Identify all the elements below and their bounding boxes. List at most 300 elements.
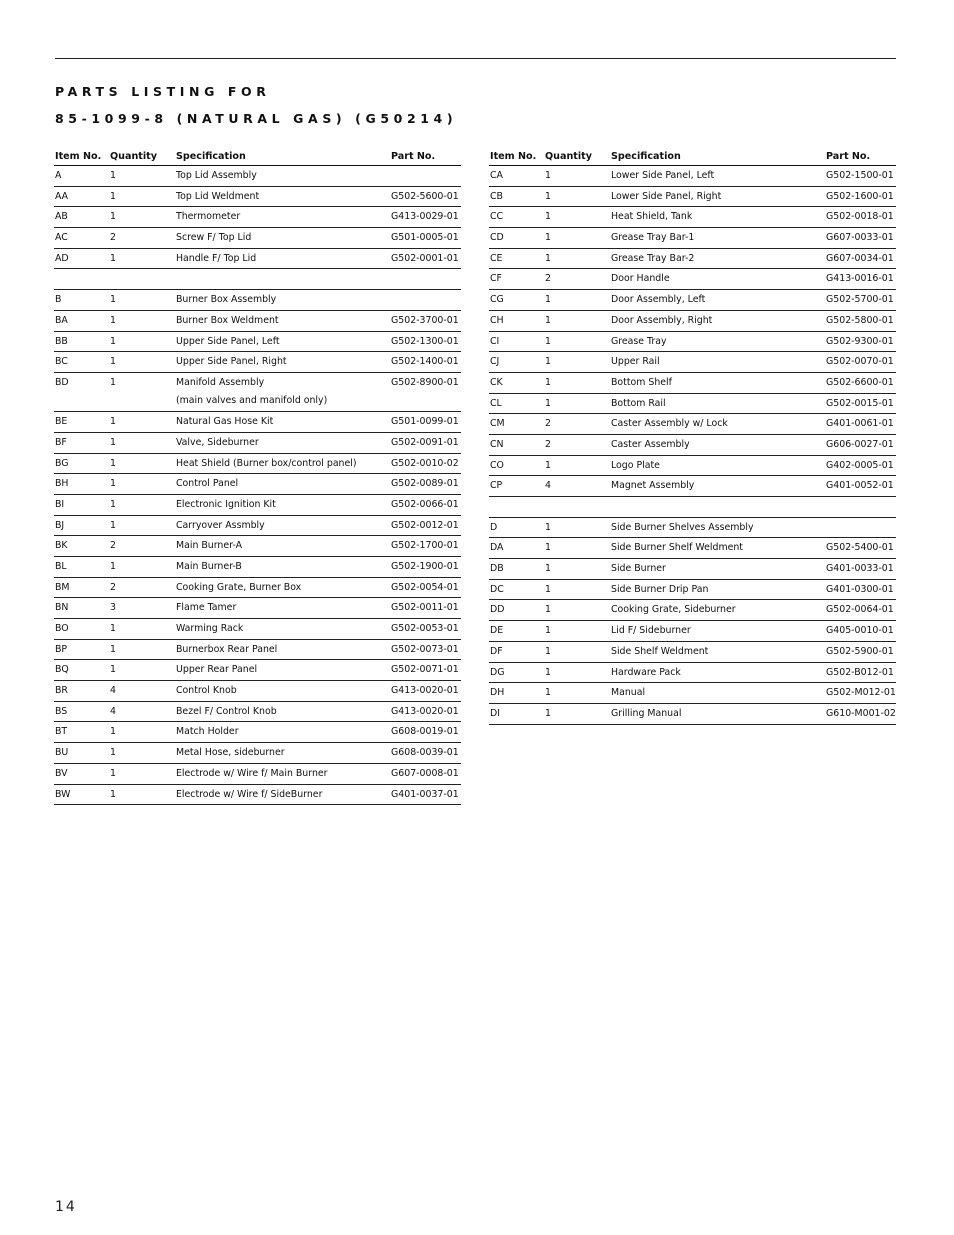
cell-specification [176, 602, 391, 614]
cell-item-no-text: DI [490, 707, 500, 719]
cell-quantity [545, 625, 611, 637]
cell-item-no-text: BL [55, 560, 67, 572]
table-row [489, 642, 896, 663]
cell-quantity [110, 315, 176, 327]
cell-item-no [54, 478, 110, 490]
cell-item-no [54, 377, 110, 389]
cell-specification-text: Heat Shield (Burner box/control panel) [176, 457, 357, 469]
cell-quantity [545, 232, 611, 244]
cell-part-no-text: G502-5700-01 [826, 294, 894, 306]
cell-quantity [110, 356, 176, 368]
cell-item-no-text: BJ [55, 519, 65, 531]
cell-specification-text: Caster Assembly w/ Lock [611, 418, 728, 430]
cell-quantity-text: 1 [110, 376, 116, 388]
table-row [54, 311, 461, 332]
cell-item-no [54, 664, 110, 676]
cell-part-no-text: G502-8900-01 [391, 376, 459, 388]
cell-quantity [545, 480, 611, 492]
cell-part-no [391, 253, 461, 265]
table-row [54, 332, 461, 353]
cell-item-no-text: BA [55, 314, 68, 326]
cell-specification-text: Top Lid Weldment [176, 190, 260, 202]
cell-item-no [54, 356, 110, 368]
cell-specification [176, 232, 391, 244]
cell-part-no [826, 646, 896, 658]
table-header [54, 147, 461, 166]
cell-item-no [489, 687, 545, 699]
cell-part-no [391, 437, 461, 449]
cell-quantity-text: 1 [110, 498, 116, 510]
cell-part-no [391, 540, 461, 552]
cell-part-no [391, 623, 461, 635]
cell-part-no [391, 561, 461, 573]
cell-item-no [54, 211, 110, 223]
cell-item-no-text: BH [55, 478, 69, 490]
cell-quantity [110, 520, 176, 532]
cell-quantity-text: 1 [545, 356, 551, 368]
cell-quantity [110, 232, 176, 244]
cell-specification [611, 522, 826, 534]
cell-part-no [391, 336, 461, 348]
cell-part-no [826, 377, 896, 389]
cell-specification-text: Side Burner Shelves Assembly [611, 521, 754, 533]
cell-quantity [110, 706, 176, 718]
cell-part-no [391, 726, 461, 738]
cell-specification-text: Flame Tamer [176, 602, 237, 614]
cell-part-no-text: G607-0008-01 [391, 767, 459, 779]
cell-part-no-text: G502-0012-01 [391, 519, 459, 531]
table-row [54, 764, 461, 785]
table-header [489, 147, 896, 166]
cell-item-no [54, 294, 110, 306]
cell-specification-text: Heat Shield, Tank [611, 211, 693, 223]
cell-specification [611, 687, 826, 699]
cell-specification-text: Handle F/ Top Lid [176, 252, 257, 264]
cell-specification [611, 584, 826, 596]
cell-item-no-text: CG [490, 294, 504, 306]
cell-specification-text: Carryover Assmbly [176, 519, 265, 531]
cell-item-no-text: D [490, 521, 498, 533]
cell-item-no-text: DA [490, 542, 504, 554]
cell-quantity-text: 1 [545, 666, 551, 678]
cell-specification-text: Main Burner-B [176, 560, 242, 572]
cell-specification [611, 211, 826, 223]
cell-specification [176, 294, 391, 306]
cell-quantity-text: 1 [545, 170, 551, 181]
cell-quantity [545, 253, 611, 265]
cell-quantity [110, 726, 176, 738]
cell-quantity [110, 768, 176, 780]
cell-quantity-text: 1 [545, 190, 551, 202]
cell-specification-text: Lid F/ Sideburner [611, 625, 691, 637]
table-row [54, 743, 461, 764]
cell-item-no [54, 232, 110, 244]
cell-item-no-text: BS [55, 705, 68, 717]
cell-specification [176, 336, 391, 348]
cell-quantity-text: 2 [545, 273, 551, 285]
cell-part-no [391, 644, 461, 656]
cell-specification [611, 460, 826, 472]
cell-specification-text: Upper Side Panel, Left [176, 335, 280, 347]
cell-part-no-text: G401-0300-01 [826, 583, 894, 595]
cell-quantity-text: 1 [110, 190, 116, 202]
cell-quantity-text: 2 [110, 540, 116, 552]
cell-specification-text: Side Burner Shelf Weldment [611, 542, 743, 554]
cell-specification-text: Electronic Ignition Kit [176, 498, 276, 510]
cell-specification [611, 294, 826, 306]
cell-specification-text: Door Handle [611, 273, 670, 285]
cell-specification-text: Burner Box Weldment [176, 314, 279, 326]
cell-part-no-text: G502-1900-01 [391, 560, 459, 572]
cell-specification-text: Match Holder [176, 726, 239, 738]
cell-specification-text: Lower Side Panel, Right [611, 190, 722, 202]
cell-specification-text: Burnerbox Rear Panel [176, 643, 278, 655]
cell-specification-text: Cooking Grate, Burner Box [176, 581, 302, 593]
table-row [489, 435, 896, 456]
cell-quantity [110, 336, 176, 348]
cell-part-no-text: G502-5400-01 [826, 542, 894, 554]
cell-item-no [54, 685, 110, 697]
cell-quantity [110, 377, 176, 389]
cell-item-no [489, 377, 545, 389]
cell-specification [176, 416, 391, 428]
cell-item-no [54, 336, 110, 348]
cell-item-no [54, 437, 110, 449]
cell-part-no-text: G606-0027-01 [826, 438, 894, 450]
cell-quantity-text: 1 [110, 478, 116, 490]
table-row [54, 228, 461, 249]
cell-specification-text: Bezel F/ Control Knob [176, 705, 277, 717]
cell-item-no [54, 789, 110, 801]
header-quantity: Quantity [545, 150, 593, 162]
cell-quantity [110, 416, 176, 428]
cell-quantity-text: 1 [545, 542, 551, 554]
cell-item-no [489, 191, 545, 203]
cell-specification-text: Cooking Grate, Sideburner [611, 604, 736, 616]
cell-item-no-text: CH [490, 314, 504, 326]
cell-quantity-text: 1 [545, 645, 551, 657]
cell-specification [611, 604, 826, 616]
cell-specification [611, 667, 826, 679]
cell-part-no-text: G502-1700-01 [391, 540, 459, 552]
parts-table-left [54, 147, 461, 805]
cell-item-no [54, 768, 110, 780]
cell-quantity-text: 1 [545, 211, 551, 223]
cell-part-no-text: G502-0018-01 [826, 211, 894, 223]
cell-quantity [545, 336, 611, 348]
cell-quantity [545, 687, 611, 699]
cell-item-no [54, 499, 110, 511]
cell-specification [611, 356, 826, 368]
parts-table-right [489, 147, 896, 725]
cell-item-no-text: AC [55, 232, 68, 244]
cell-part-no [826, 584, 896, 596]
cell-part-no [826, 356, 896, 368]
cell-quantity-text: 1 [545, 232, 551, 244]
cell-quantity-text: 1 [110, 457, 116, 469]
cell-item-no-text: BB [55, 335, 68, 347]
cell-item-no-text: BT [55, 726, 68, 738]
cell-part-no-text: G610-M001-02 [826, 707, 896, 719]
cell-item-no-text: A [55, 170, 62, 181]
table-row [489, 580, 896, 601]
cell-part-no [826, 315, 896, 327]
cell-quantity [545, 708, 611, 720]
table-row [489, 207, 896, 228]
cell-item-no [489, 170, 545, 182]
cell-specification [611, 418, 826, 430]
cell-item-no [54, 520, 110, 532]
table-row [489, 414, 896, 435]
title-line-1: PARTS LISTING FOR [55, 84, 271, 99]
cell-specification [611, 170, 826, 182]
cell-quantity [110, 191, 176, 203]
table-row [54, 373, 461, 412]
cell-quantity [545, 294, 611, 306]
table-row [489, 559, 896, 580]
cell-item-no [54, 191, 110, 203]
cell-item-no-text: BO [55, 623, 69, 635]
cell-item-no [54, 315, 110, 327]
cell-specification [611, 273, 826, 285]
cell-specification-text: Manual [611, 687, 646, 699]
cell-item-no [489, 211, 545, 223]
table-row [54, 290, 461, 311]
cell-item-no-text: CE [490, 252, 503, 264]
cell-quantity [545, 418, 611, 430]
cell-quantity-text: 1 [110, 560, 116, 572]
cell-quantity-text: 1 [545, 397, 551, 409]
cell-item-no [54, 253, 110, 265]
cell-quantity-text: 1 [545, 294, 551, 306]
cell-quantity-text: 4 [110, 705, 116, 717]
table-row [54, 598, 461, 619]
cell-part-no [391, 706, 461, 718]
cell-item-no [489, 336, 545, 348]
cell-item-no-text: BE [55, 416, 68, 428]
table-row [54, 269, 461, 290]
cell-item-no-text: DG [490, 666, 505, 678]
cell-specification [611, 191, 826, 203]
cell-quantity [110, 685, 176, 697]
cell-item-no-text: BM [55, 581, 70, 593]
cell-specification [176, 726, 391, 738]
cell-item-no-text: AA [55, 190, 69, 202]
cell-quantity [545, 439, 611, 451]
cell-item-no [54, 706, 110, 718]
cell-specification-text: Bottom Shelf [611, 376, 672, 388]
cell-part-no-text: G502-0073-01 [391, 643, 459, 655]
cell-specification [176, 582, 391, 594]
cell-part-no [826, 253, 896, 265]
table-row [489, 663, 896, 684]
cell-specification-text: Valve, Sideburner [176, 436, 259, 448]
cell-quantity [110, 623, 176, 635]
table-row [54, 474, 461, 495]
cell-item-no [54, 561, 110, 573]
cell-part-no [826, 480, 896, 492]
cell-part-no [391, 356, 461, 368]
title-line-2: 85-1099-8 (NATURAL GAS) (G50214) [55, 111, 458, 126]
cell-part-no [826, 191, 896, 203]
cell-part-no [391, 664, 461, 676]
cell-part-no-text: G502-0064-01 [826, 604, 894, 616]
cell-quantity-text: 1 [545, 335, 551, 347]
cell-part-no-text: G502-0071-01 [391, 664, 459, 676]
cell-part-no [826, 294, 896, 306]
cell-item-no-text: CA [490, 170, 503, 181]
cell-part-no-text: G502-9300-01 [826, 335, 894, 347]
cell-part-no-text: G502-M012-01 [826, 687, 896, 699]
cell-quantity [110, 561, 176, 573]
cell-quantity [545, 273, 611, 285]
cell-part-no-text: G401-0052-01 [826, 480, 894, 492]
table-row [489, 352, 896, 373]
cell-quantity-text: 1 [110, 335, 116, 347]
cell-part-no-text: G502-1500-01 [826, 170, 894, 181]
cell-part-no [826, 563, 896, 575]
cell-part-no [391, 768, 461, 780]
cell-specification [176, 499, 391, 511]
cell-quantity-text: 1 [545, 376, 551, 388]
cell-specification [611, 336, 826, 348]
cell-specification-text: Upper Side Panel, Right [176, 356, 287, 368]
cell-quantity-text: 1 [110, 170, 116, 181]
cell-part-no [826, 418, 896, 430]
cell-specification-text: Caster Assembly [611, 438, 690, 450]
cell-specification-text: Burner Box Assembly [176, 294, 277, 306]
cell-item-no [489, 398, 545, 410]
cell-specification-text: Door Assembly, Left [611, 294, 706, 306]
cell-specification [176, 747, 391, 759]
cell-item-no [54, 623, 110, 635]
header-specification: Specification [611, 150, 681, 162]
cell-item-no-text: DH [490, 687, 505, 699]
cell-part-no [391, 458, 461, 470]
cell-quantity-text: 3 [110, 602, 116, 614]
cell-quantity [110, 437, 176, 449]
cell-specification [176, 211, 391, 223]
cell-quantity [545, 356, 611, 368]
cell-part-no-text: G401-0037-01 [391, 788, 459, 800]
header-specification: Specification [176, 150, 246, 162]
cell-quantity-text: 1 [545, 521, 551, 533]
cell-specification-text: Thermometer [176, 211, 241, 223]
cell-item-no-text: BR [55, 685, 68, 697]
table-row [489, 332, 896, 353]
cell-item-no-text: CB [490, 190, 503, 202]
cell-quantity-text: 1 [110, 726, 116, 738]
cell-specification-text: Electrode w/ Wire f/ SideBurner [176, 788, 323, 800]
cell-specification-text: Side Burner [611, 563, 666, 575]
cell-part-no [391, 520, 461, 532]
cell-item-no-text: BK [55, 540, 68, 552]
cell-item-no [489, 667, 545, 679]
cell-part-no-text: G501-0005-01 [391, 232, 459, 244]
cell-part-no-text: G502-6600-01 [826, 376, 894, 388]
table-row [489, 249, 896, 270]
cell-quantity-text: 1 [545, 563, 551, 575]
table-row [54, 578, 461, 599]
cell-part-no [826, 170, 896, 182]
cell-item-no-text: DD [490, 604, 505, 616]
table-row [54, 785, 461, 806]
cell-part-no-text: G502-5600-01 [391, 190, 459, 202]
cell-specification [176, 458, 391, 470]
cell-part-no [826, 542, 896, 554]
table-row [489, 600, 896, 621]
cell-item-no-text: CL [490, 397, 502, 409]
cell-specification [611, 542, 826, 554]
table-row [54, 433, 461, 454]
table-row [54, 536, 461, 557]
cell-part-no [391, 602, 461, 614]
cell-quantity-text: 1 [110, 767, 116, 779]
cell-item-no-text: CJ [490, 356, 500, 368]
cell-part-no-text: G413-0029-01 [391, 211, 459, 223]
table-row [489, 704, 896, 725]
cell-specification-text: Manifold Assembly [176, 376, 265, 388]
table-row [54, 249, 461, 270]
cell-part-no-text: G502-B012-01 [826, 666, 894, 678]
cell-quantity-text: 2 [110, 581, 116, 593]
cell-quantity [545, 584, 611, 596]
cell-quantity-text: 1 [110, 788, 116, 800]
cell-quantity [545, 398, 611, 410]
table-row [489, 621, 896, 642]
cell-specification-text: Control Panel [176, 478, 239, 490]
table-row [54, 660, 461, 681]
cell-item-no [489, 646, 545, 658]
cell-item-no [54, 416, 110, 428]
table-row [54, 495, 461, 516]
cell-quantity [110, 211, 176, 223]
cell-item-no-text: BP [55, 643, 68, 655]
cell-item-no-text: AD [55, 252, 69, 264]
cell-quantity-text: 1 [110, 416, 116, 428]
page-number: 14 [55, 1199, 77, 1215]
cell-specification [176, 377, 391, 407]
cell-specification-text: Main Burner-A [176, 540, 242, 552]
cell-item-no [489, 563, 545, 575]
cell-part-no [826, 398, 896, 410]
cell-specification [176, 644, 391, 656]
cell-quantity [545, 646, 611, 658]
cell-part-no-text: G401-0061-01 [826, 418, 894, 430]
table-row [54, 722, 461, 743]
cell-quantity [110, 170, 176, 182]
cell-item-no-text: BI [55, 498, 65, 510]
top-rule [55, 58, 896, 59]
cell-part-no [391, 685, 461, 697]
header-item-no: Item No. [490, 150, 537, 162]
cell-quantity-text: 1 [110, 747, 116, 759]
cell-item-no-text: CO [490, 459, 504, 471]
table-row [54, 454, 461, 475]
cell-quantity-text: 1 [110, 643, 116, 655]
cell-specification-text: Grease Tray Bar-2 [611, 252, 695, 264]
header-item-no: Item No. [55, 150, 102, 162]
cell-part-no-text: G502-0053-01 [391, 623, 459, 635]
cell-part-no [391, 377, 461, 389]
cell-quantity [545, 377, 611, 389]
cell-quantity-text: 1 [110, 211, 116, 223]
cell-item-no [54, 458, 110, 470]
cell-quantity-text: 1 [110, 252, 116, 264]
cell-item-no-text: BD [55, 376, 69, 388]
cell-specification-text: Top Lid Assembly [176, 170, 257, 181]
cell-specification [611, 398, 826, 410]
